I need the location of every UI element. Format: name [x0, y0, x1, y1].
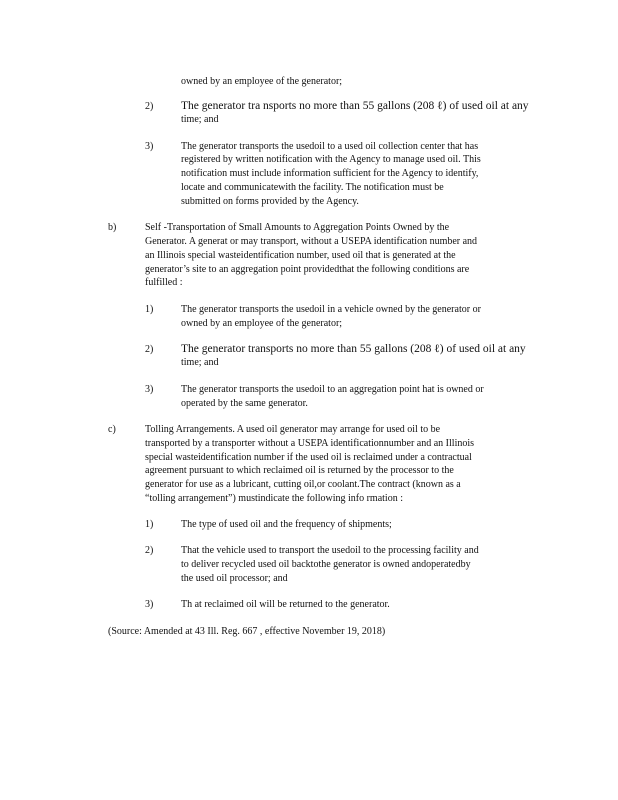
a-item1-continuation: owned by an employee of the generator; [181, 76, 343, 87]
b-paragraph-line: fulfilled : [145, 277, 183, 288]
a-item3-line: registered by written notification with the Agency to manage used oil. This [181, 154, 481, 165]
c-paragraph-line: transported by a transporter without a USEPA identificationnumber and an Illinois [145, 438, 475, 449]
b-paragraph-line: Generator. A generat or may transport, without a USEPA identification number and [145, 236, 478, 247]
c-item2-number: 2) [145, 545, 154, 556]
c-paragraph-line: “tolling arrangement”) mustindicate the following info rmation : [145, 493, 403, 504]
c-item2-line: the used oil processor; and [181, 573, 288, 584]
b-item1-number: 1) [145, 304, 154, 315]
b-paragraph-line: generator’s site to an aggregation point providedthat the following conditions are [145, 264, 470, 275]
b-item2-number: 2) [145, 344, 154, 355]
b-paragraph-line: Self -Transportation of Small Amounts to Aggregation Points Owned by the [145, 222, 450, 233]
b-item1-line: owned by an employee of the generator; [181, 318, 343, 329]
a-item2-line1: The generator tra nsports no more than 55 gallons (208 ℓ) of used oil at any [181, 100, 529, 112]
a-item2-number: 2) [145, 101, 154, 112]
c-item3-line: Th at reclaimed oil will be returned to the generator. [181, 599, 390, 610]
a-item2-line2: time; and [181, 114, 219, 125]
c-paragraph-line: Tolling Arrangements. A used oil generator may arrange for used oil to be [145, 424, 441, 435]
a-item3-number: 3) [145, 141, 154, 152]
c-paragraph-line: generator for use as a lubricant, cutting oil,or coolant.The contract (known as a [145, 479, 461, 490]
c-item2-line: to deliver recycled used oil backtothe generator is owned andoperatedby [181, 559, 471, 570]
b-paragraph-line: an Illinois special wasteidentification number, used oil that is generated at the [145, 250, 456, 261]
b-item3-number: 3) [145, 384, 154, 395]
b-item2-line1: The generator transports no more than 55 gallons (208 ℓ) of used oil at any [181, 343, 526, 355]
b-label: b) [108, 222, 117, 233]
c-paragraph-line: agreement pursuant to which reclaimed oil is returned by the processor to the [145, 465, 454, 476]
b-item2-line2: time; and [181, 357, 219, 368]
c-item2-line: That the vehicle used to transport the usedoil to the processing facility and [181, 545, 479, 556]
c-item1-line: The type of used oil and the frequency of shipments; [181, 519, 392, 530]
c-paragraph-line: special wasteidentification number if the used oil is reclaimed under a contractual [145, 452, 472, 463]
c-item3-number: 3) [145, 599, 154, 610]
a-item3-line: notification must include information sufficient for the Agency to identify, [181, 168, 479, 179]
c-item1-number: 1) [145, 519, 154, 530]
b-item3-line: operated by the same generator. [181, 398, 308, 409]
a-item3-line: locate and communicatewith the facility. The notification must be [181, 182, 444, 193]
a-item3-line: submitted on forms provided by the Agency. [181, 196, 359, 207]
b-item3-line: The generator transports the usedoil to an aggregation point hat is owned or [181, 384, 484, 395]
a-item3-line: The generator transports the usedoil to a used oil collection center that has [181, 141, 479, 152]
source-note: (Source: Amended at 43 Ill. Reg. 667 , effective November 19, 2018) [108, 626, 386, 637]
c-label: c) [108, 424, 116, 435]
b-item1-line: The generator transports the usedoil in a vehicle owned by the generator or [181, 304, 481, 315]
